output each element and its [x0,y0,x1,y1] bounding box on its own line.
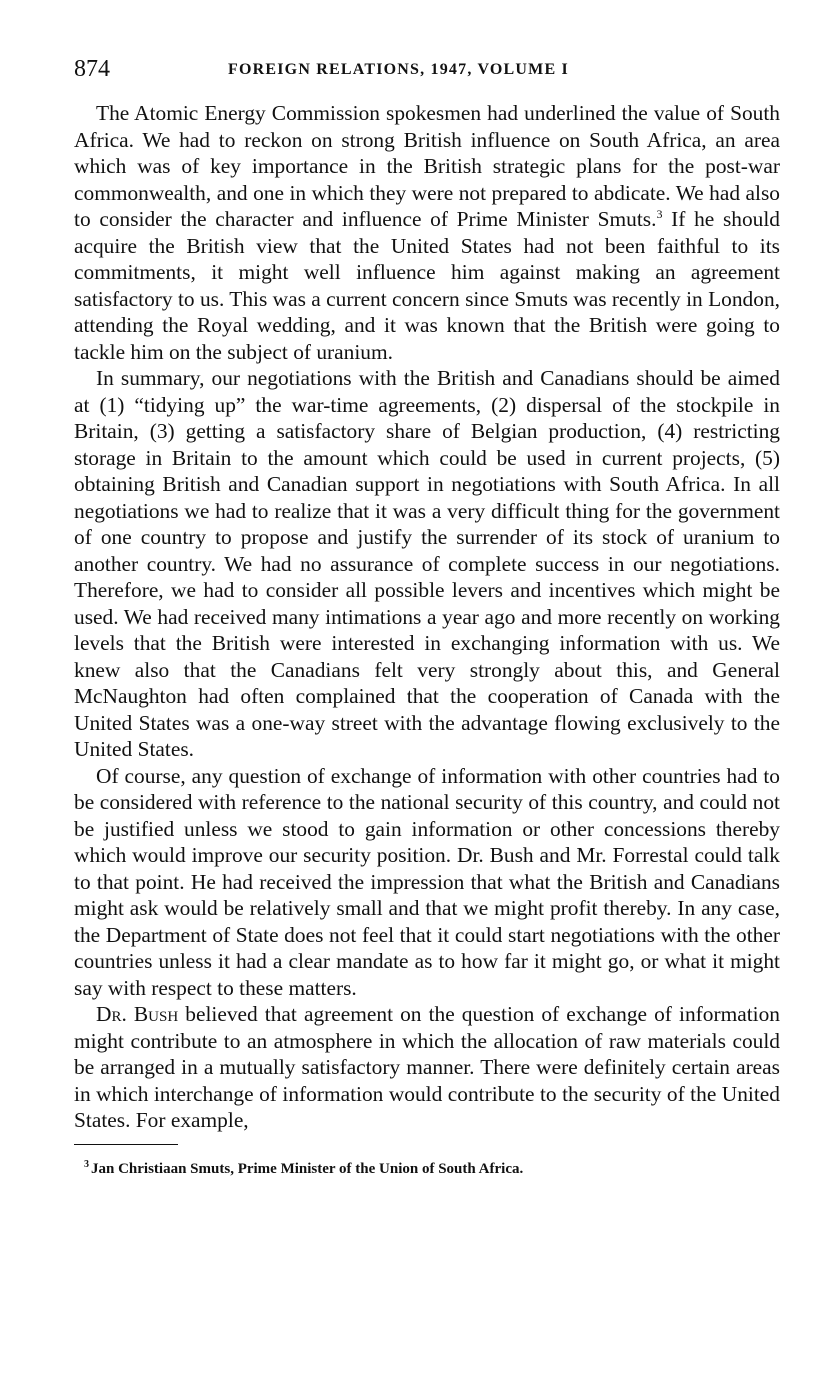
running-head [74,52,780,86]
page-number: 874 [74,56,110,82]
footnote [84,1159,780,1179]
footnote-mark: 3 [84,1158,89,1170]
paragraph-1-text: The Atomic Energy Commission spokesmen had underlined the value of South Africa. We had to reckon on strong British influence on South Africa, an area which was of key importance in the British strategic plans for the post-war commonwealth, and one in which they were not prepared to abdicate. We had also to consider the character and influence of Prime Minister Smuts. [74,101,780,231]
paragraph-4-text: believed that agreement on the question of exchange of information might contribute to an atmosphere in which the allocation of raw materials could be arranged in a mutually satisfactory manner. There were definitely certain areas in which interchange of information would contribute to the security of the United States. For example, [74,1002,780,1132]
paragraph-1-text-continued: If he should acquire the British view that the United States had not been faithful to its commitments, it might well influence him against making an agreement satisfactory to us. This was a current concern since Smuts was recently in London, attending the Royal wedding, and it was known that the British were going to tackle him on the subject of uranium. [74,207,780,364]
paragraph-3: Of course, any question of exchange of information with other countries had to be considered with reference to the national security of this country, and could not be justified unless we stood to gain information or other concessions thereby which would improve our security position. Dr. Bush and Mr. Forrestal could talk to that point. He had received the impression that what the British and Canadians might ask would be relatively small and that we might profit thereby. In any case, the Department of State does not feel that it could start negotiations with the other countries unless it had a clear mandate as to how far it might go, or what it might say with respect to these matters. [74,763,780,1000]
body-text [74,100,780,1134]
paragraph-2: In summary, our negotiations with the British and Canadians should be aimed at (1) “tidying up” the war-time agreements, (2) dispersal of the stockpile in Britain, (3) getting a satisfactory share of Belgian production, (4) restricting storage in Britain to the amount which could be used in current projects, (5) obtaining British and Canadian support in negotiations with South Africa. In all negotiations we had to realize that it was a very difficult thing for the government of one country to propose and justify the surrender of its stock of uranium to another country. We had no assurance of complete success in our negotiations. Therefore, we had to consider all possible levers and incentives which might be used. We had received many intimations a year ago and more recently on working levels that the British were interested in exchanging information with us. We knew also that the Canadians felt very strongly about this, and General McNaughton had often complained that the cooperation of Canada with the United States was a one-way street with the advantage flowing exclusively to the United States. [74,366,780,761]
running-head-title: FOREIGN RELATIONS, 1947, VOLUME I [228,61,569,78]
paragraph-1 [74,100,780,365]
speaker-name: Dr. Bush [96,1002,179,1026]
footnote-reference: 3 [656,206,663,221]
paragraph-4 [74,1001,780,1134]
footnote-text: Jan Christiaan Smuts, Prime Minister of the Union of South Africa. [91,1160,524,1177]
document-page [74,52,780,1179]
footnote-divider [74,1144,178,1145]
